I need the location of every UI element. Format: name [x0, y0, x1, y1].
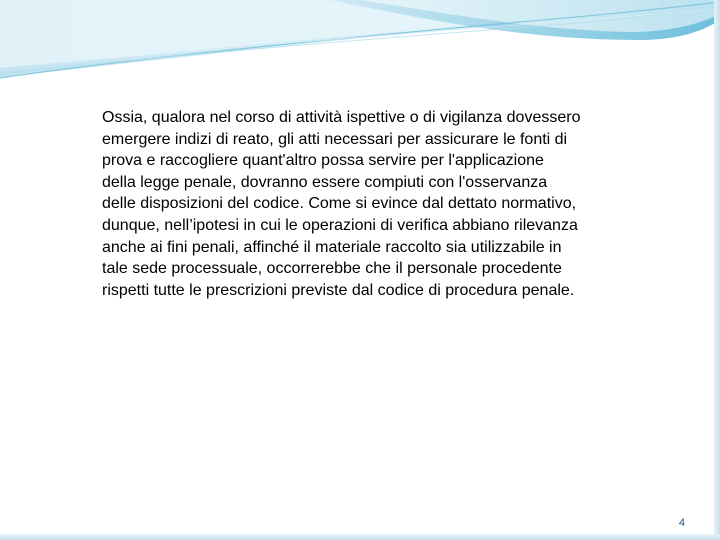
- body-text: Ossia, qualora nel corso di attività ispettive o di vigilanza dovessero emergere indizi di reato, gli atti necessari per assicurare le fonti di prova e raccogliere quant'altro possa servire per l'applicazione della legge penale, dovranno essere compiuti con l'osservanza delle disposizioni del codice. Come si evince dal dettato normativo, dunque, nell’ipotesi in cui le operazioni di verifica abbiano rilevanza anche ai fini penali, affinché il materiale raccolto sia utilizzabile in tale sede processuale, occorrerebbe che il personale procedente rispetti tutte le prescrizioni previste dal codice di procedura penale.: [102, 109, 581, 299]
- header-swoosh-decoration: [0, 0, 720, 90]
- page-number: 4: [678, 517, 685, 529]
- bottom-border-decoration: [0, 534, 720, 540]
- right-border-decoration: [714, 0, 720, 540]
